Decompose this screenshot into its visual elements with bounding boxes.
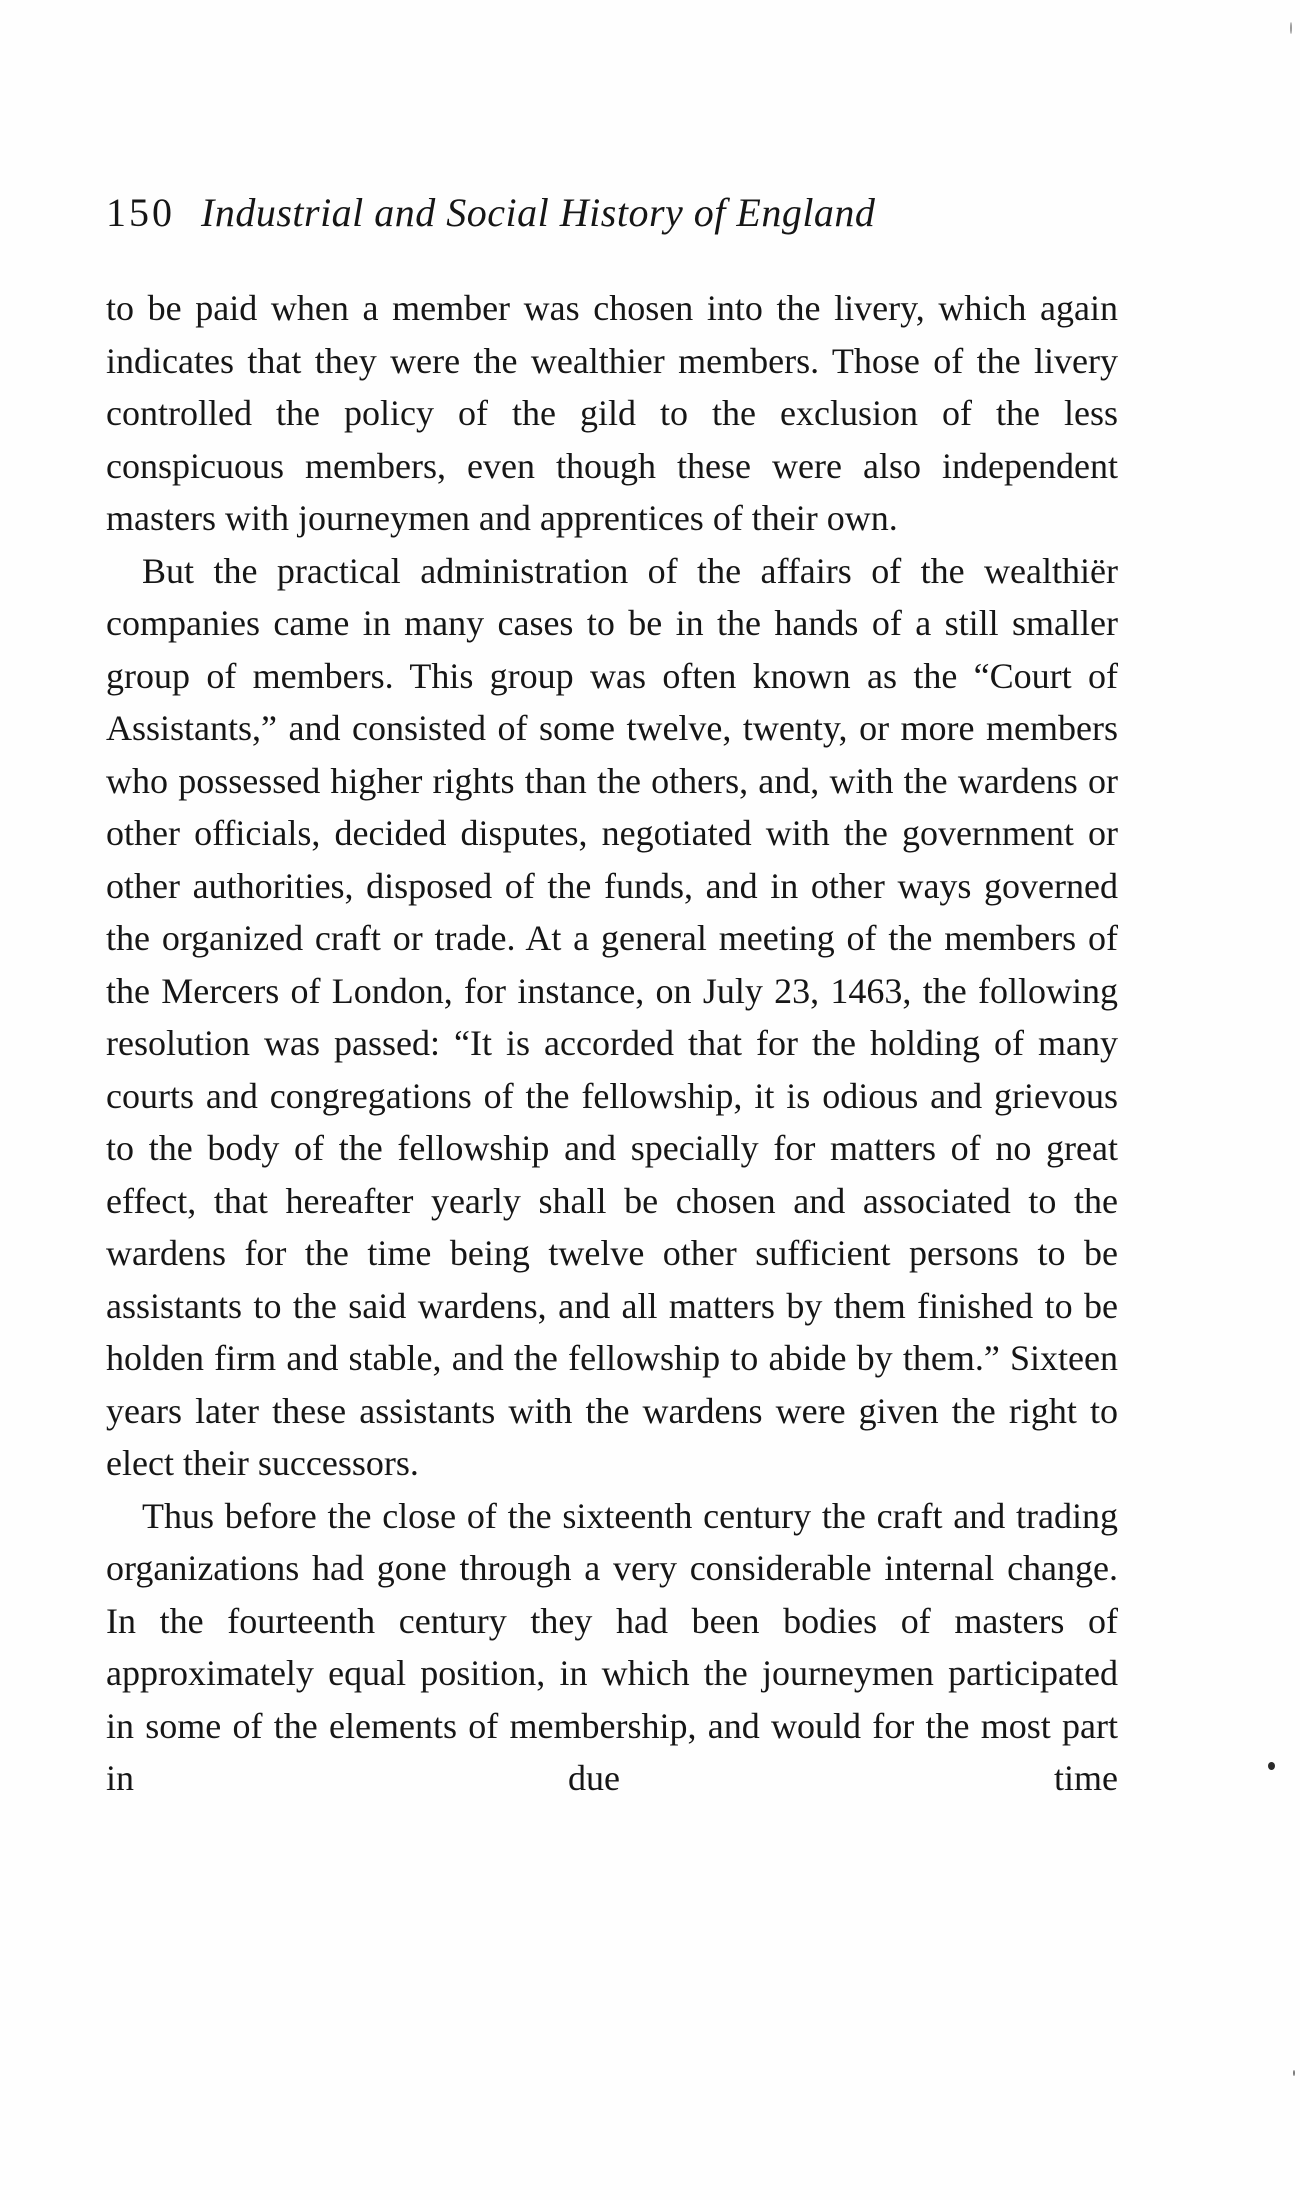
page-header <box>106 183 1106 243</box>
ink-speck <box>1290 22 1292 34</box>
ink-speck <box>1293 2070 1295 2076</box>
ink-speck <box>1268 1762 1275 1770</box>
body-text <box>106 282 1118 1805</box>
paragraph-2: But the practical administration of the affairs of the wealthiёr companies came in many cases to be in the hands of a still smaller group of members. This group was often known as the “Court of Assistants,” and consisted of some twelve, twenty, or more members who possessed higher rights than the others, and, with the wardens or other officials, decided disputes, negotiated with the government or other authorities, disposed of the funds, and in other ways governed the organized craft or trade. At a general meeting of the members of the Mercers of London, for instance, on July 23, 1463, the following resolution was passed: “It is accorded that for the holding of many courts and congregations of the fellowship, it is odious and grievous to the body of the fellowship and specially for matters of no great effect, that hereafter yearly shall be chosen and associated to the wardens for the time being twelve other sufficient persons to be assistants to the said wardens, and all matters by them finished to be holden firm and stable, and the fellowship to abide by them.” Sixteen years later these assistants with the wardens were given the right to elect their successors. <box>106 550 1118 1483</box>
paragraph-1: to be paid when a member was chosen into the livery, which again indicates that they were the wealthier members. Those of the livery controlled the policy of the gild to the exclusion of the less conspicuous members, even though these were also independent masters with journeymen and apprentices of their own. <box>106 288 1118 538</box>
running-title: Industrial and Social History of England <box>201 190 876 235</box>
paragraph-3: Thus before the close of the sixteenth century the craft and trading organizations had gone through a very considerable internal change. In the fourteenth century they had been bodies of masters of approximately equal position, in which the journeymen participated in some of the elements of membership, and would for the most part in due time <box>106 1495 1118 1798</box>
page-number: 150 <box>106 190 175 235</box>
